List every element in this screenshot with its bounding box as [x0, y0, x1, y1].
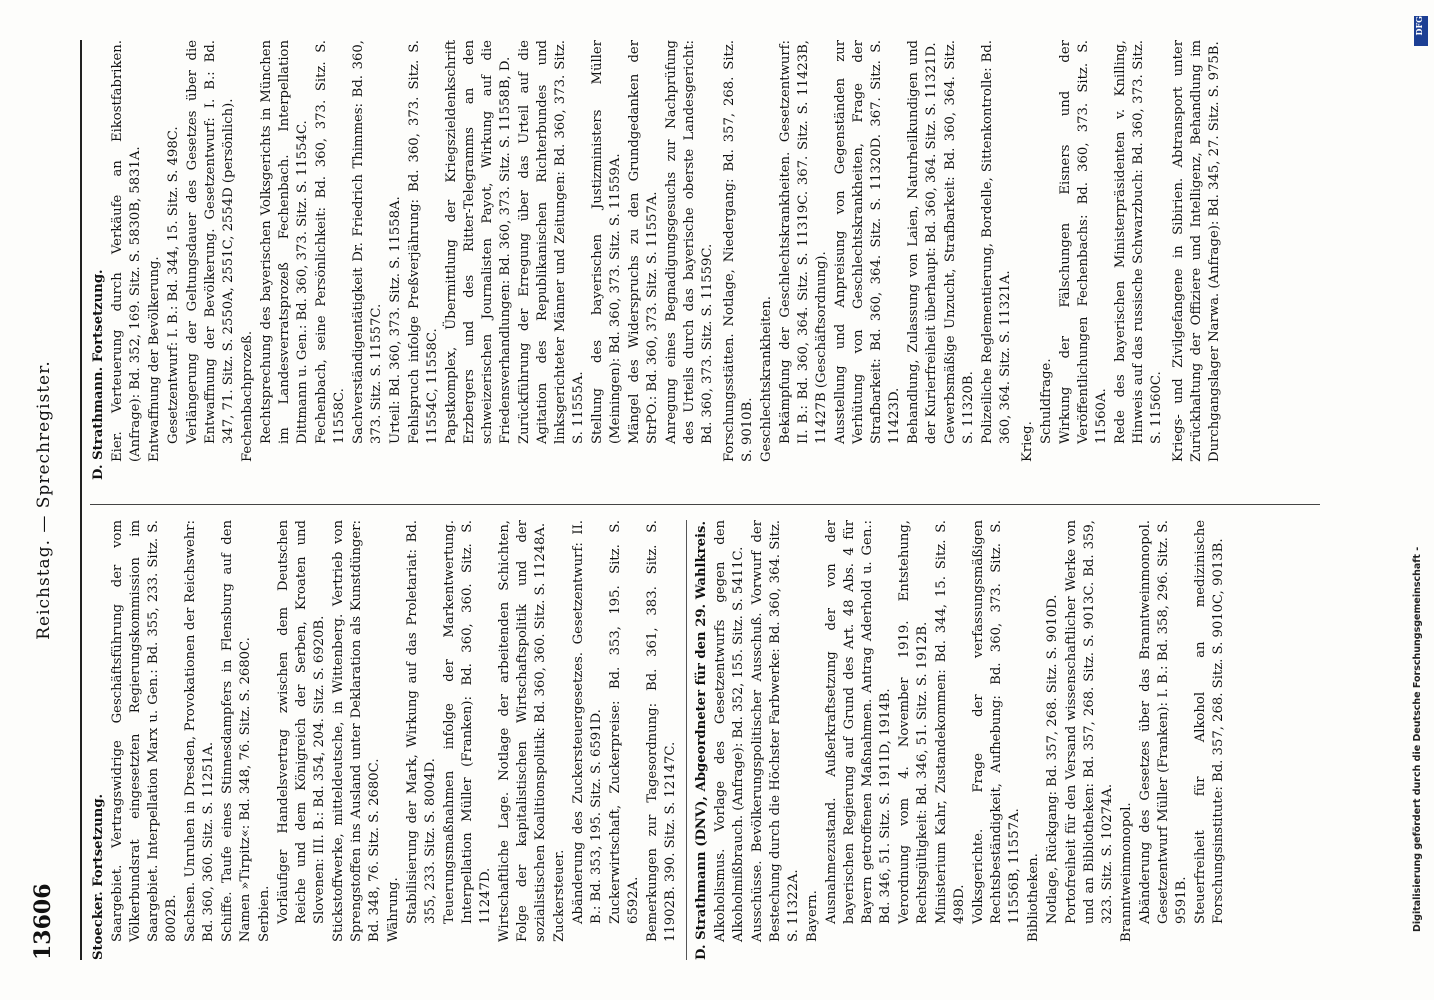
dfg-logo-text: DFG — [1414, 16, 1424, 36]
index-entry: Entwaffnung der Bevölkerung. — [147, 256, 162, 462]
index-entry: Branntweinmonopol. — [1119, 802, 1134, 942]
index-entry: Serbien. — [257, 885, 272, 942]
index-entry: Zuckersteuer. — [552, 849, 567, 942]
index-entry: Fehlspruch infolge Preßverjährung: Bd. 360, 373. Sitz. S. 11554C, 11558C. — [407, 40, 440, 444]
column-divider — [90, 504, 1320, 505]
index-entry: Ausstellung und Anpreisung von Gegenständen zur Verhütung von Geschlechtskrankheiten, Frage der Strafbarkeit: Bd. 360, 364. Sitz. S. 11320D. 367. Sitz. S. 11423D. — [833, 40, 902, 444]
left-column — [90, 520, 1229, 960]
index-entry: Ausschüsse. Bevölkerungspolitischer Ausschuß. Vorwurf der Bestechung durch die Höchster Farbwerke: Bd. 360, 364. Sitz. S. 11322A. — [750, 520, 801, 942]
index-entry: Mängel des Widerspruchs zu den Grundgedanken der StrPO.: Bd. 360, 373. Sitz. S. 11557A. — [627, 40, 660, 444]
index-entry: Anregung eines Begnadigungsgesuchs zur Nachprüfung des Urteils durch das bayerische oberste Landesgericht: Bd. 360, 373. Sitz. S. 11559C. — [664, 40, 715, 444]
section-rule — [686, 520, 687, 960]
index-entry: Ministerium Kahr, Zustandekommen: Bd. 344, 15. Sitz. S. 498D. — [934, 520, 967, 924]
index-entry: Ausnahmezustand. Außerkraftsetzung der von der bayerischen Regierung auf Grund des Art. 48 Abs. 4 für Bayern getroffenen Maßnahmen. Antrag Aderhold u. Gen.: Bd. 346, 51. Sitz. S. 1911D, 1914B. — [824, 520, 893, 924]
index-entry: Rechtsprechung des bayerischen Volksgerichts in München im Landesverratsprozeß Fechenbach. Interpellation Dittmann u. Gen.: Bd. 360, 373. Sitz. S. 11554C. — [259, 40, 310, 444]
page-number: 13606 — [30, 883, 56, 960]
index-entry: Verlängerung der Geltungsdauer des Gesetzes über die Entwaffnung der Bevölkerung. Gesetzentwurf: I. B.: Bd. 347, 71. Sitz. S. 2550A, 2551C, 2554D (persönlich). — [185, 40, 236, 444]
index-entry: Schuldfrage. — [1039, 358, 1054, 444]
index-entry: Vorläufiger Handelsvertrag zwischen dem Deutschen Reiche und dem Königreich der Serben, Kroaten und Slovenen: III. B.: Bd. 354, 204. Sitz. S. 6920B. — [276, 520, 327, 924]
index-entry: Volksgerichte. Frage der verfassungsmäßigen Rechtsbeständigkeit, Aufhebung: Bd. 360, 373. Sitz. S. 11556B, 11557A. — [971, 520, 1022, 924]
header-rule — [80, 40, 82, 960]
index-entry: Sachsen. Unruhen in Dresden, Provokationen der Reichswehr: Bd. 360, 360. Sitz. S. 11251A. — [183, 520, 216, 942]
index-entry: Steuerfreiheit für Alkohol an medizinische Forschungsinstitute: Bd. 357, 268. Sitz. S. 9010C, 9013B. — [1193, 520, 1226, 924]
index-entry: Schiffe. Taufe eines Stinnesdampfers in Flensburg auf den Namen »Tirpitz«: Bd. 348, 76. Sitz. S. 2680C. — [220, 520, 253, 942]
index-entry: Bemerkungen zur Tagesordnung: Bd. 361, 383. Sitz. S. 11902B. 390. Sitz. S. 12147C. — [645, 520, 678, 942]
index-entry: Notlage, Rückgang: Bd. 357, 268. Sitz. S. 9010D. — [1045, 594, 1060, 924]
index-entry: Sachverständigentätigkeit Dr. Friedrich Thimmes: Bd. 360, 373. Sitz. S. 11557C. — [351, 40, 384, 444]
page-header — [30, 40, 74, 960]
index-entry: Polizeiliche Reglementierung, Bordelle, Sittenkontrolle: Bd. 360, 364. Sitz. S. 11321A. — [980, 40, 1013, 444]
index-entry: Stabilisierung der Mark, Wirkung auf das Proletariat: Bd. 355, 233. Sitz. S. 8004D. — [405, 520, 438, 924]
index-entry: Abänderung des Zuckersteuergesetzes. Gesetzentwurf: II. B.: Bd. 353, 195. Sitz. S. 6591D. — [571, 520, 604, 924]
index-entry: Verordnung vom 4. November 1919. Entstehung, Rechtsgültigkeit: Bd. 346, 51. Sitz. S. 1912B. — [897, 520, 930, 924]
entry-heading: D. Strathmann (DNV), Abgeordneter für den 29. Wahlkreis. — [694, 520, 709, 960]
index-entry: Fechenbachprozeß. — [240, 330, 255, 462]
entry-heading: D. Strathmann. Fortsetzung. — [91, 269, 106, 480]
index-entry: Forschungsstätten. Notlage, Niedergang: Bd. 357, 268. Sitz. S. 9010B. — [722, 40, 755, 462]
index-entry: Teuerungsmaßnahmen infolge der Markentwertung. Interpellation Müller (Franken): Bd. 360, 360. Sitz. S. 11247D. — [442, 520, 493, 924]
index-entry: Stellung des bayerischen Justizministers Müller (Meiningen): Bd. 360, 373. Sitz. S. 11559A. — [590, 40, 623, 444]
index-entry: Zuckerwirtschaft, Zuckerpreise: Bd. 353, 195. Sitz. S. 6592A. — [608, 520, 641, 924]
index-entry: Bayern. — [805, 890, 820, 942]
index-entry: Alkoholismus. Vorlage des Gesetzentwurfs gegen den Alkoholmißbrauch. (Anfrage): Bd. 352, 155. Sitz. S. 5411C. — [713, 520, 746, 942]
dfg-credit-text: Digitalisierung gefördert durch die Deutsche Forschungsgemeinschaft - — [1412, 546, 1423, 932]
index-entry: Behandlung, Zulassung von Laien, Naturheilkundigen und der Kurierfreiheit überhaupt: Bd. 360, 364. Sitz. S. 11321D. — [906, 40, 939, 444]
index-entry: Krieg. — [1020, 421, 1035, 462]
index-entry: Bibliotheken. — [1026, 853, 1041, 942]
index-entry: Wirtschaftliche Lage. Notlage der arbeitenden Schichten, Folge der kapitalistischen Wirtschaftspolitik und der sozialistischen Koalitionspolitik: Bd. 360, 360. Sitz. S. 11248A. — [497, 520, 548, 942]
index-entry: Gewerbsmäßige Unzucht, Strafbarkeit: Bd. 360, 364. Sitz. S. 11320B. — [943, 40, 976, 444]
index-entry: Gesetzentwurf: I. B.: Bd. 344, 15. Sitz. S. 498C. — [166, 126, 181, 444]
index-entry: Portofreiheit für den Versand wissenschaftlicher Werke von und an Bibliotheken: Bd. 357, 268. Sitz. S. 9013C. Bd. 359, 323. Sitz. S. 10274A. — [1064, 520, 1115, 924]
index-entry: Rede des bayerischen Ministerpräsidenten v. Knilling, Hinweis auf das russische Schwarzbuch: Bd. 360, 373. Sitz. S. 11560C. — [1113, 40, 1164, 444]
right-column — [90, 40, 1225, 480]
index-entry: Stickstoffwerke, mitteldeutsche, in Wittenberg. Vertrieb von Sprengstoffen ins Ausland unter Deklaration als Kunstdünger: Bd. 348, 76. Sitz. S. 2680C. — [331, 520, 382, 942]
running-head: Reichstag. — Sprechregister. — [34, 360, 54, 640]
index-entry: Eier. Verteuerung durch Verkäufe an Eikostfabriken. (Anfrage): Bd. 352, 169. Sitz. S. 5830B, 5831A. — [110, 40, 143, 462]
index-entry: Urteil: Bd. 360, 373. Sitz. S. 11558A. — [388, 196, 403, 444]
index-entry: Bekämpfung der Geschlechtskrankheiten. Gesetzentwurf: II. B.: Bd. 360, 364. Sitz. S. 11319C. 367. Sitz. S. 11423B, 11427B (Geschäftsordnung). — [778, 40, 829, 444]
index-entry: Kriegs- und Zivilgefangene in Sibirien. Abtransport unter Zurückhaltung der Offiziere und Intelligenz, Behandlung im Durchgangslager Narwa. (Anfrage): Bd. 345, 27. Sitz. S. 975B. — [1171, 40, 1222, 462]
index-entry: Fechenbach, seine Persönlichkeit: Bd. 360, 373. Sitz. S. 11558C. — [314, 40, 347, 444]
dfg-stamp — [1412, 8, 1430, 998]
index-entry: Papstkomplex, Übermittlung der Kriegszieldenkschrift Erzbergers und des Ritter-Telegramms an den schweizerischen Journalisten Payot, Wirkung auf die Friedensverhandlungen: Bd. 360, 373. Sitz. S. 11558B, D. — [444, 40, 513, 444]
index-entry: Währung. — [386, 877, 401, 942]
index-entry: Zurückführung der Erregung über das Urteil auf die Agitation des Republikanischen Richterbundes und linksgerichteter Männer und Zeitungen: Bd. 360, 373. Sitz. S. 11555A. — [517, 40, 586, 444]
index-entry: Geschlechtskrankheiten. — [759, 296, 774, 462]
index-entry: Wirkung der Fälschungen Eisners und der Veröffentlichungen Fechenbachs: Bd. 360, 373. Sitz. S. 11560A. — [1058, 40, 1109, 444]
index-entry: Abänderung des Gesetzes über das Branntweinmonopol. Gesetzentwurf Müller (Franken): I. B.: Bd. 358, 296. Sitz. S. 9591B. — [1138, 520, 1189, 924]
dfg-logo — [1414, 16, 1428, 46]
entry-heading: Stoecker. Fortsetzung. — [91, 793, 106, 960]
index-entry: Saargebiet. Vertragswidrige Geschäftsführung der vom Völkerbundsrat eingesetzten Regierungskommission im Saargebiet. Interpellation Marx u. Gen.: Bd. 355, 233. Sitz. S. 8002B. — [110, 520, 179, 942]
